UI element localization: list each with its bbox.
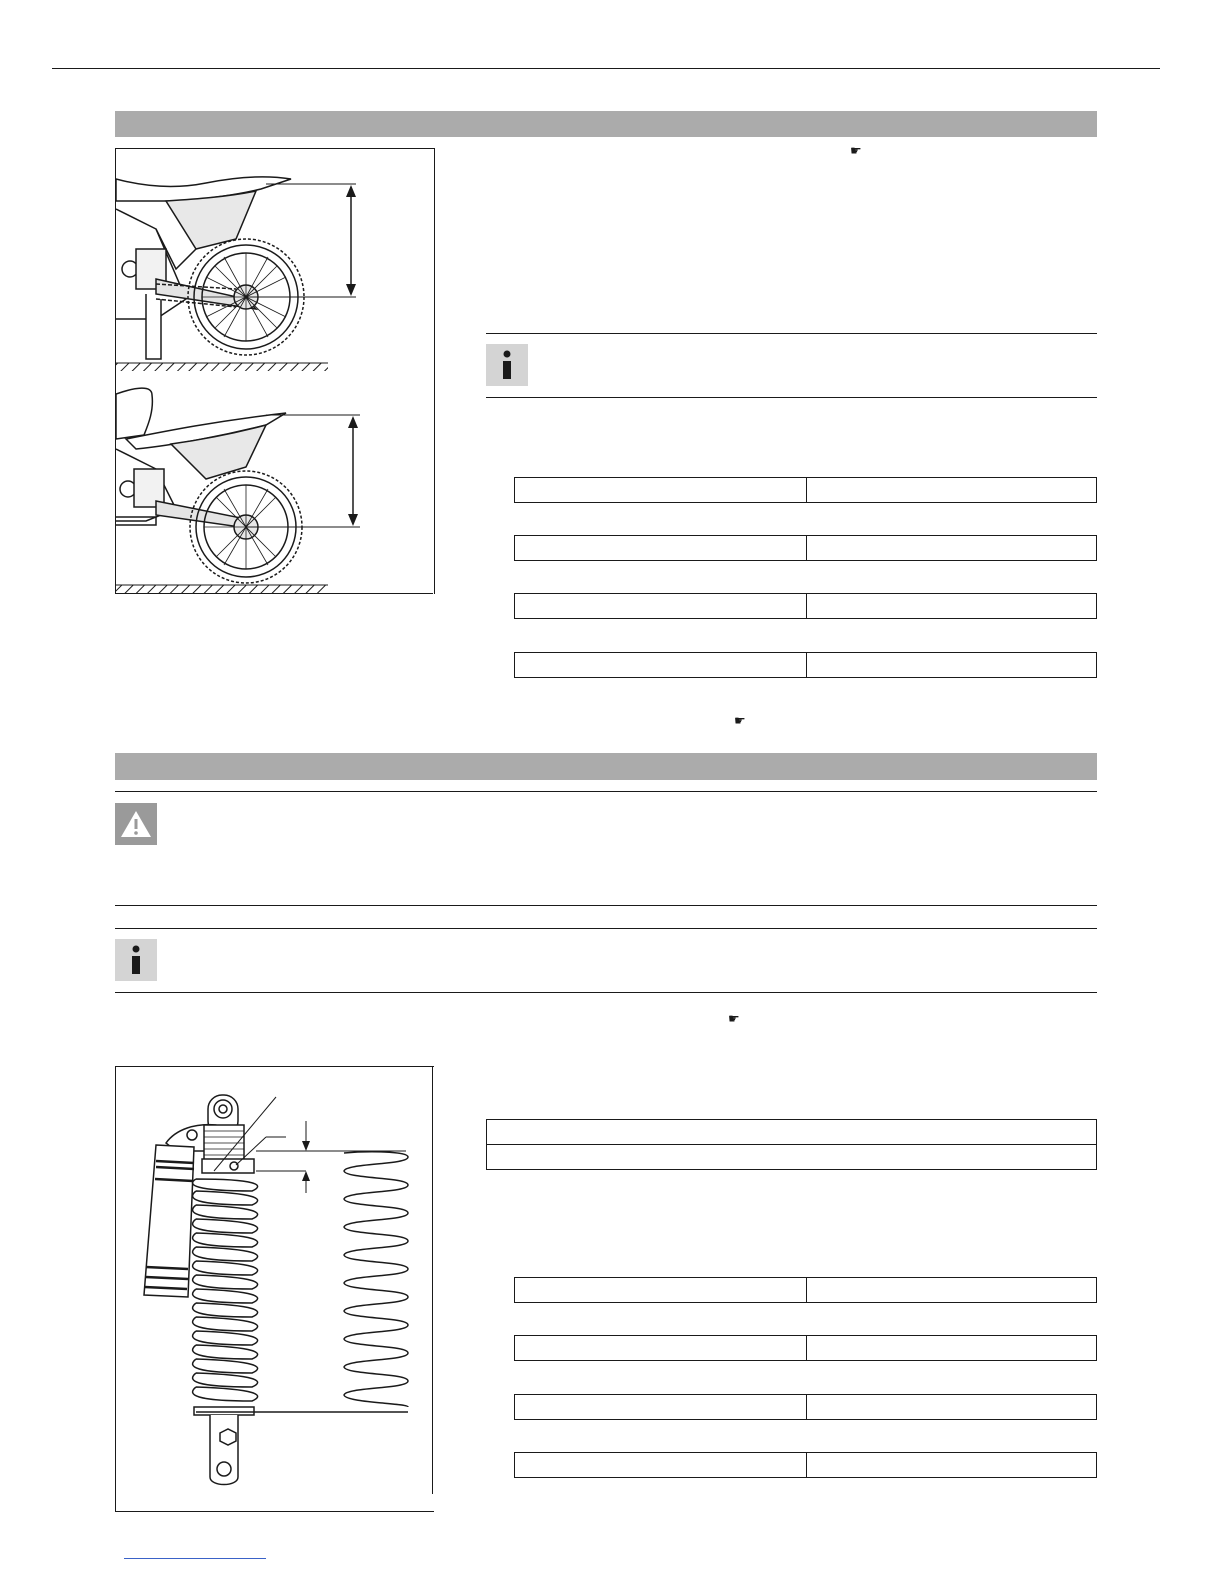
table-cell — [807, 594, 1097, 619]
shock-absorber-spring-figure — [115, 1066, 434, 1512]
rear-sag-measurement-figure — [115, 148, 435, 594]
table-row — [515, 1453, 1097, 1478]
table-cell — [487, 1120, 1097, 1145]
spec-table — [514, 477, 1097, 503]
table-cell — [515, 1278, 807, 1303]
warning-icon — [115, 803, 157, 845]
table-row — [515, 1395, 1097, 1420]
table-cell — [515, 1453, 807, 1478]
spec-table — [514, 1277, 1097, 1303]
spec-table — [514, 1335, 1097, 1361]
warning-bottom-rule — [115, 905, 1097, 906]
pointing-hand-icon: ☛ — [850, 143, 862, 158]
table-cell — [515, 594, 807, 619]
shock-absorber-illustration — [116, 1067, 434, 1511]
section-1-header-bar — [115, 111, 1097, 137]
table-cell — [807, 478, 1097, 503]
pointing-hand-icon: ☛ — [728, 1011, 740, 1026]
table-row — [515, 594, 1097, 619]
table-cell — [487, 1145, 1097, 1170]
footer-link[interactable] — [124, 1558, 266, 1559]
table-row — [487, 1120, 1097, 1145]
table-cell — [515, 653, 807, 678]
figure-2-right-rule — [432, 1066, 433, 1494]
spec-table — [514, 593, 1097, 619]
spec-table — [514, 652, 1097, 678]
note-1-bottom-rule — [486, 397, 1097, 398]
section-2-header-bar — [115, 753, 1097, 780]
spring-spec-table — [486, 1119, 1097, 1170]
table-cell — [807, 1453, 1097, 1478]
table-row — [515, 1336, 1097, 1361]
page-top-rule — [52, 68, 1160, 69]
table-cell — [515, 1336, 807, 1361]
table-cell — [807, 1395, 1097, 1420]
info-icon — [486, 344, 528, 386]
spec-table — [514, 1452, 1097, 1478]
table-cell — [807, 1278, 1097, 1303]
table-cell — [515, 536, 807, 561]
table-row — [515, 653, 1097, 678]
figure-1-bottom-rule — [115, 593, 433, 594]
rear-sag-illustration — [116, 149, 434, 594]
table-row — [487, 1145, 1097, 1170]
table-cell — [807, 653, 1097, 678]
note-1-top-rule — [486, 333, 1097, 334]
info-icon — [115, 939, 157, 981]
spec-table — [514, 535, 1097, 561]
table-cell — [515, 478, 807, 503]
table-row — [515, 1278, 1097, 1303]
warning-top-rule — [115, 791, 1097, 792]
table-row — [515, 536, 1097, 561]
note-2-top-rule — [115, 928, 1097, 929]
table-cell — [807, 536, 1097, 561]
spec-table — [514, 1394, 1097, 1420]
note-2-bottom-rule — [115, 992, 1097, 993]
table-row — [515, 478, 1097, 503]
table-cell — [515, 1395, 807, 1420]
pointing-hand-icon: ☛ — [734, 713, 746, 728]
table-cell — [807, 1336, 1097, 1361]
